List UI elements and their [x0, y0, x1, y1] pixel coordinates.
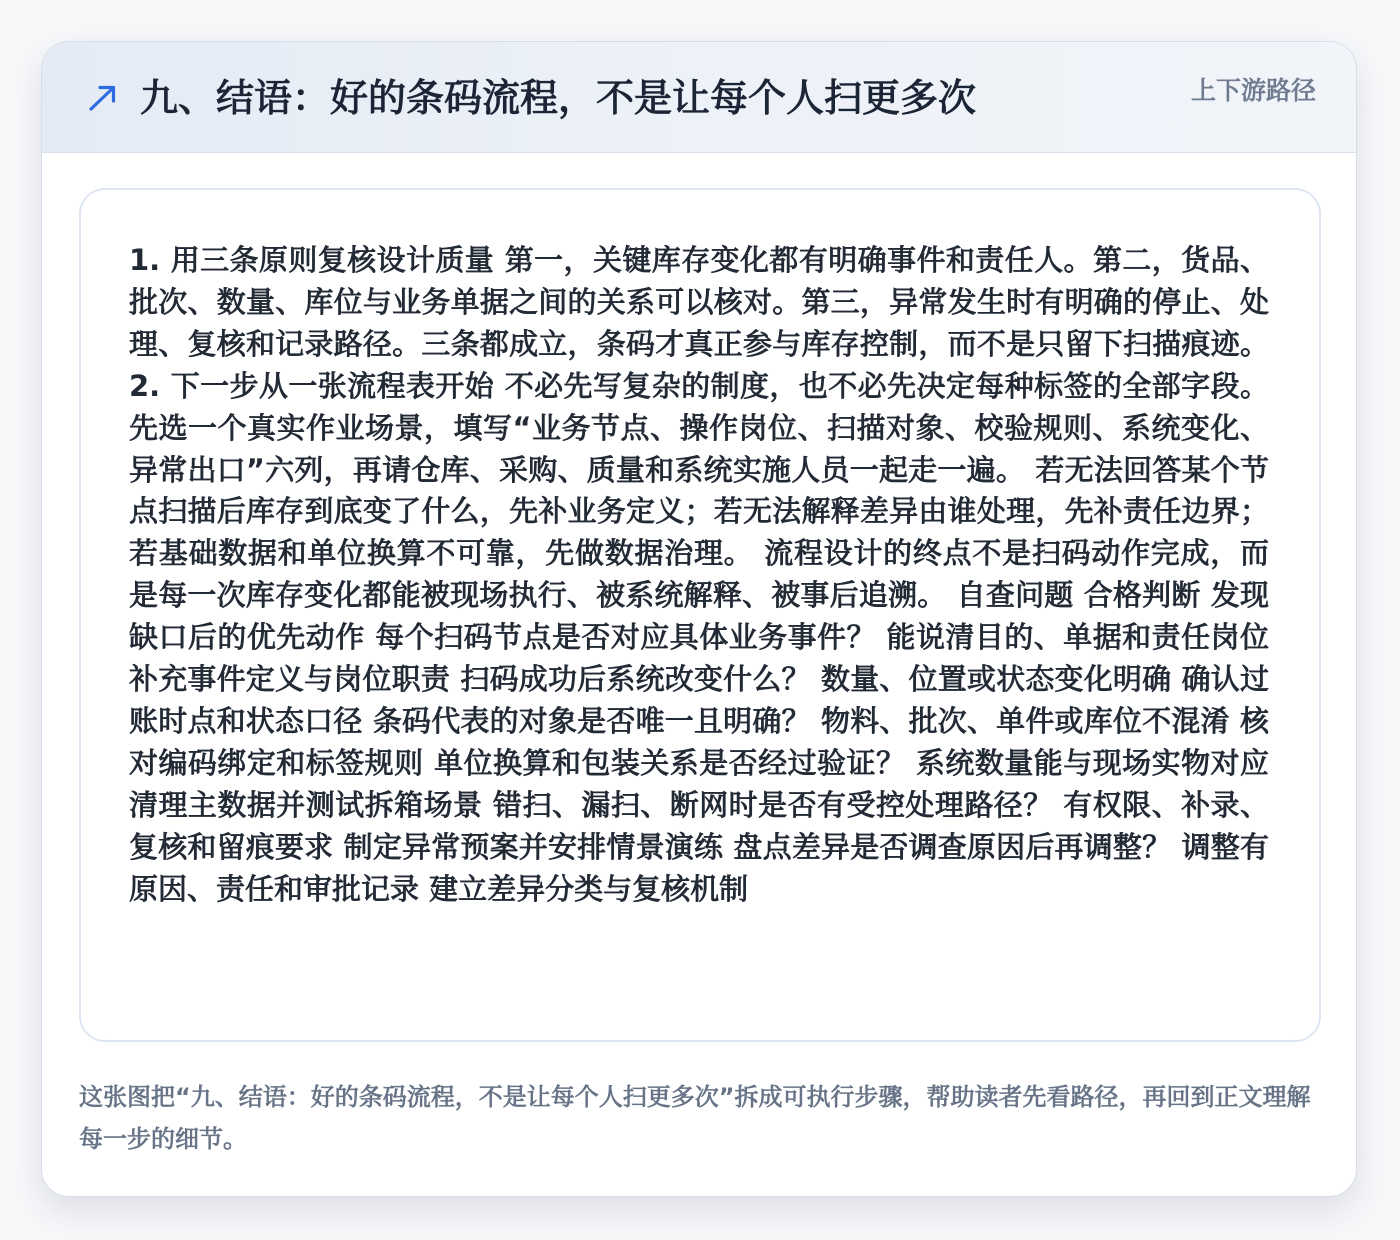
- arrow-up-right-icon: [86, 80, 120, 114]
- figure-caption: 这张图把“九、结语：好的条码流程，不是让每个人扫更多次”拆成可执行步骤，帮助读者先看路径，再回到正文理解每一步的细节。: [79, 1083, 1311, 1153]
- card-header: [42, 42, 1356, 153]
- content-body: 1. 用三条原则复核设计质量 第一，关键库存变化都有明确事件和责任人。第二，货品、批次、数量、库位与业务单据之间的关系可以核对。第三，异常发生时有明确的停止、处理、复核和记录路径。三条都成立，条码才真正参与库存控制，而不是只留下扫描痕迹。 2. 下一步从一张流程表开始 不必先写复杂的制度，也不必先决定每种标签的全部字段。先选一个真实作业场景，填写“业务节点、操作岗位、扫描对象、校验规则、系统变化、异常出口”六列，再请仓库、采购、质量和系统实施人员一起走一遍。 若无法回答某个节点扫描后库存到底变了什么，先补业务定义；若无法解释差异由谁处理，先补责任边界；若基础数据和单位换算不可靠，先做数据治理。 流程设计的终点不是扫码动作完成，而是每一次库存变化都能被现场执行、被系统解释、被事后追溯。 自查问题 合格判断 发现缺口后的优先动作 每个扫码节点是否对应具体业务事件？ 能说清目的、单据和责任岗位 补充事件定义与岗位职责 扫码成功后系统改变什么？ 数量、位置或状态变化明确 确认过账时点和状态口径 条码代表的对象是否唯一且明确？ 物料、批次、单件或库位不混淆 核对编码绑定和标签规则 单位换算和包装关系是否经过验证？ 系统数量能与现场实物对应 清理主数据并测试拆箱场景 错扫、漏扫、断网时是否有受控处理路径？ 有权限、补录、复核和留痕要求 制定异常预案并安排情景演练 盘点差异是否调查原因后再调整？ 调整有原因、责任和审批记录 建立差异分类与复核机制: [129, 243, 1269, 906]
- content-box: [79, 188, 1321, 1042]
- summary-card: [41, 41, 1357, 1197]
- section-title: 九、结语：好的条码流程，不是让每个人扫更多次: [140, 76, 977, 120]
- section-tag: 上下游路径: [1190, 76, 1316, 105]
